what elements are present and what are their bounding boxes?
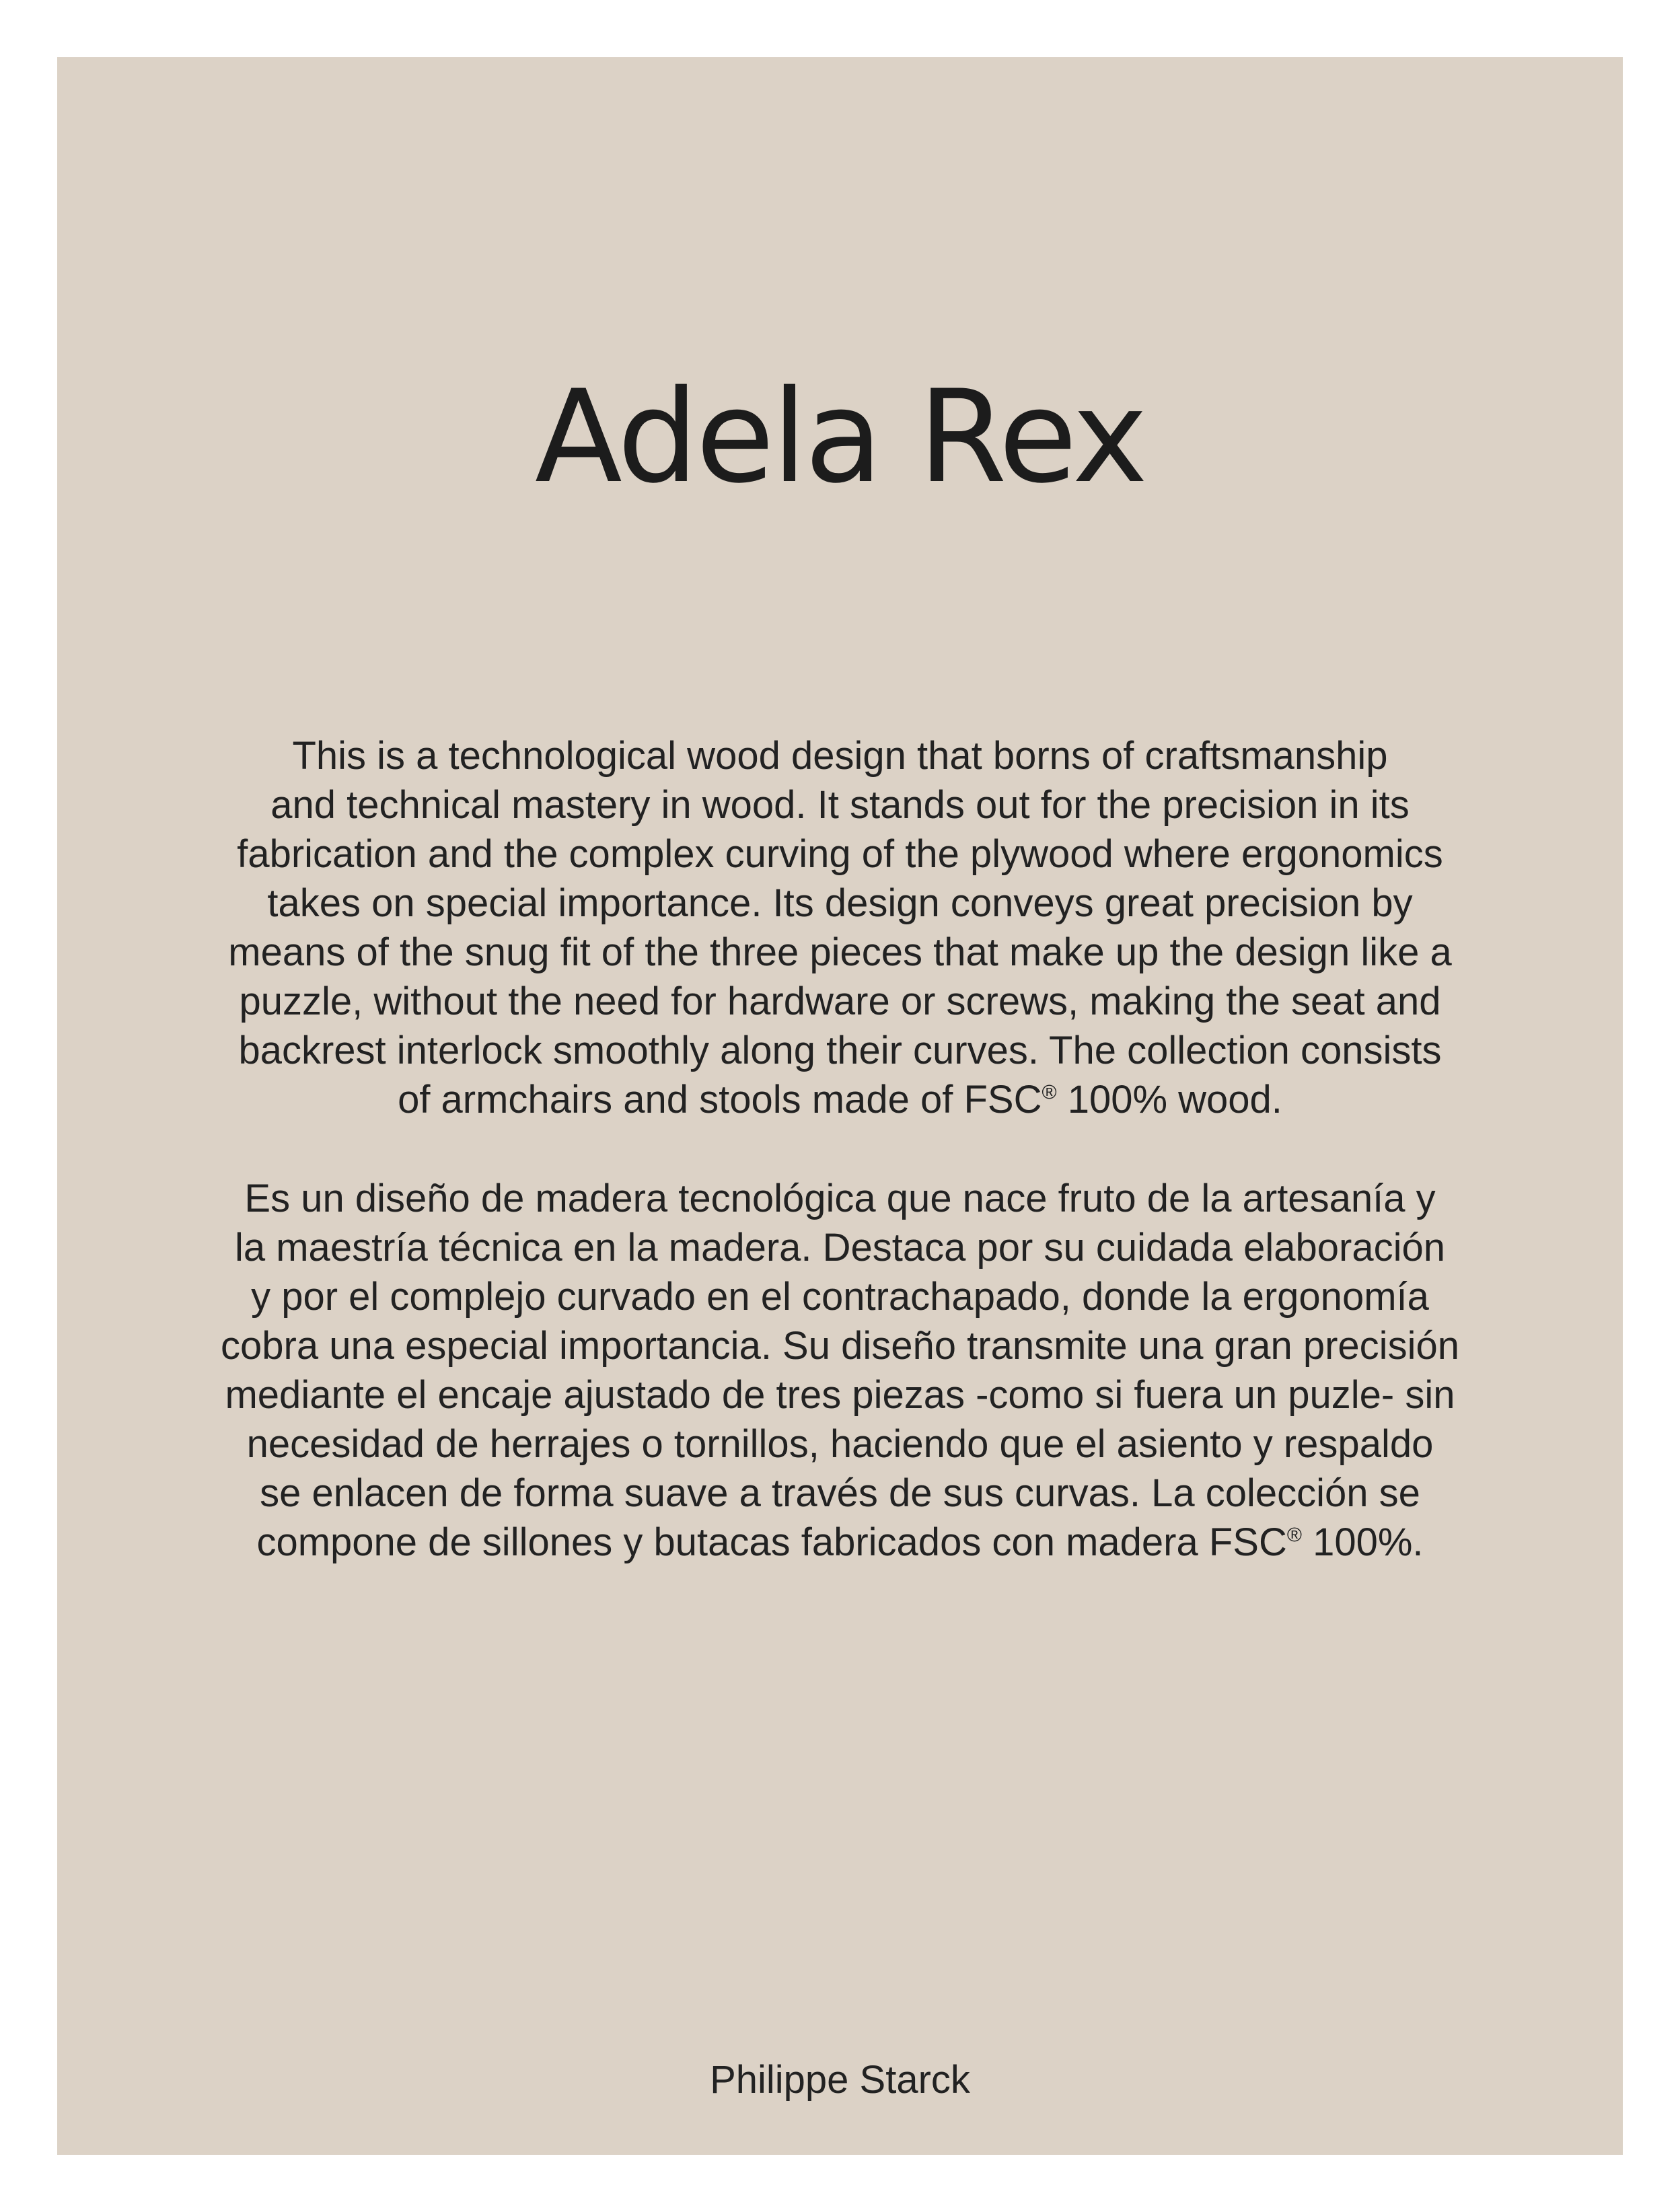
description-line: la maestría técnica en la madera. Destaca por su cuidada elaboración	[234, 1226, 1446, 1269]
description-line: y por el complejo curvado en el contrachapado, donde la ergonomía	[251, 1275, 1429, 1319]
description-line: puzzle, without the need for hardware or screws, making the seat and	[239, 980, 1441, 1023]
description-line: Es un diseño de madera tecnológica que nace fruto de la artesanía y	[244, 1177, 1436, 1220]
description-text: of armchairs and stools made of FSC	[398, 1078, 1042, 1121]
description-line: cobra una especial importancia. Su diseño transmite una gran precisión	[221, 1324, 1459, 1368]
registered-mark: ®	[1286, 1524, 1302, 1547]
description-spanish	[124, 1174, 1556, 1567]
description-line: fabrication and the complex curving of the plywood where ergonomics	[237, 832, 1443, 876]
designer-name: Philippe Starck	[710, 2058, 970, 2102]
description-line: and technical mastery in wood. It stands out for the precision in its	[270, 783, 1410, 827]
description-line: mediante el encaje ajustado de tres piezas -como si fuera un puzle- sin	[225, 1373, 1455, 1417]
description-line: se enlacen de forma suave a través de sus curvas. La colección se	[260, 1471, 1420, 1515]
page-panel	[57, 57, 1623, 2155]
description-line-last	[124, 1518, 1556, 1567]
description-text: compone de sillones y butacas fabricados con madera FSC	[256, 1520, 1287, 1564]
description-line-last	[124, 1075, 1556, 1124]
description-line: takes on special importance. Its design conveys great precision by	[267, 881, 1413, 925]
description-line: means of the snug fit of the three pieces that make up the design like a	[228, 930, 1452, 974]
description-english	[124, 731, 1556, 1124]
description-line: necesidad de herrajes o tornillos, haciendo que el asiento y respaldo	[246, 1422, 1434, 1466]
description-line: This is a technological wood design that borns of craftsmanship	[292, 734, 1388, 778]
page-title: Adela Rex	[534, 363, 1146, 511]
description-line: backrest interlock smoothly along their curves. The collection consists	[238, 1029, 1442, 1072]
description-text: 100% wood.	[1056, 1078, 1282, 1121]
registered-mark: ®	[1042, 1081, 1057, 1104]
description-text: 100%.	[1301, 1520, 1424, 1564]
